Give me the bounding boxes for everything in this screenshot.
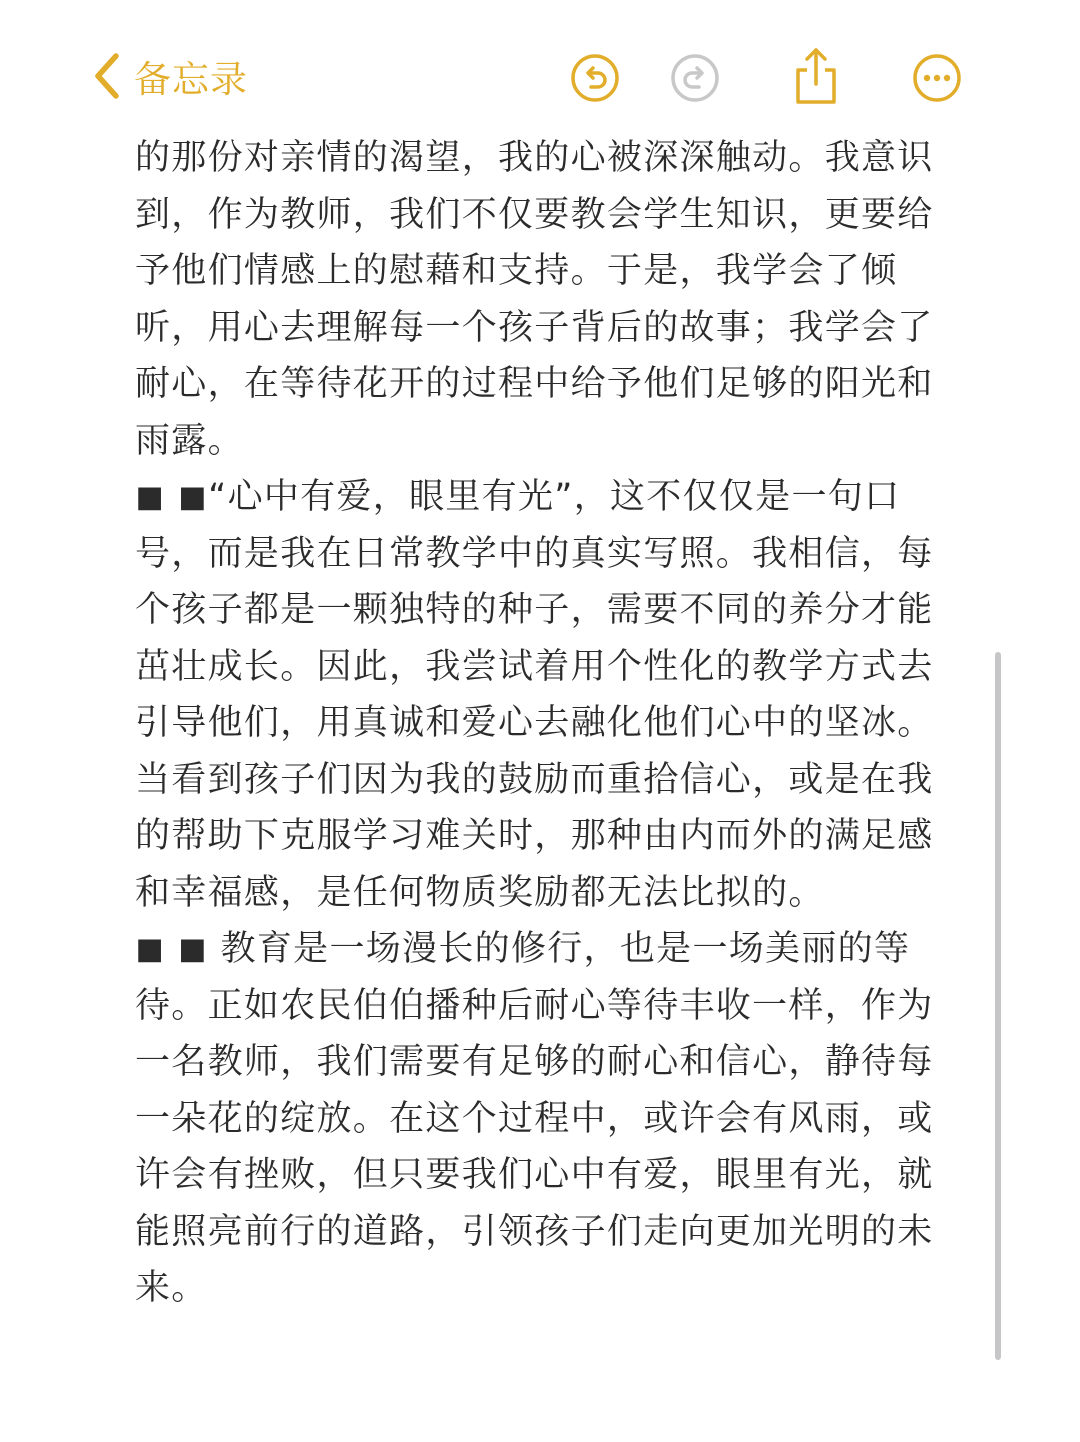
- more-button[interactable]: [911, 52, 963, 104]
- more-icon: [911, 52, 963, 104]
- undo-icon: [569, 52, 621, 104]
- undo-button[interactable]: [569, 52, 621, 104]
- note-paragraph: 的那份对亲情的渴望，我的心被深深触动。我意识到，作为教师，我们不仅要教会学生知识，更要给予他们情感上的慰藉和支持。于是，我学会了倾听，用心去理解每一个孩子背后的故事；我学会了耐心，在等待花开的过程中给予他们足够的阳光和雨露。: [135, 138, 934, 461]
- redo-icon: [669, 52, 721, 104]
- note-paragraph: ◼︎ ◼︎“心中有爱，眼里有光”，这不仅仅是一句口号，而是我在日常教学中的真实写照。我相信，每个孩子都是一颗独特的种子，需要不同的养分才能茁壮成长。因此，我尝试着用个性化的教学方式去引导他们，用真诚和爱心去融化他们心中的坚冰。当看到孩子们因为我的鼓励而重拾信心，或是在我的帮助下克服学习难关时，那种由内而外的满足感和幸福感，是任何物质奖励都无法比拟的。: [135, 477, 934, 913]
- back-label: 备忘录: [134, 58, 248, 101]
- share-button[interactable]: [790, 46, 842, 106]
- scrollbar[interactable]: [995, 652, 1001, 1360]
- back-button[interactable]: [92, 46, 248, 106]
- share-icon: [790, 46, 842, 106]
- note-body[interactable]: [135, 130, 935, 1317]
- navigation-bar: [0, 0, 1080, 140]
- chevron-left-icon: [92, 52, 122, 100]
- redo-button[interactable]: [669, 52, 721, 104]
- note-paragraph: ◼︎ ◼︎ 教育是一场漫长的修行，也是一场美丽的等待。正如农民伯伯播种后耐心等待丰收一样，作为一名教师，我们需要有足够的耐心和信心，静待每一朵花的绽放。在这个过程中，或许会有风雨，或许会有挫败，但只要我们心中有爱，眼里有光，就能照亮前行的道路，引领孩子们走向更加光明的未来。: [135, 929, 934, 1308]
